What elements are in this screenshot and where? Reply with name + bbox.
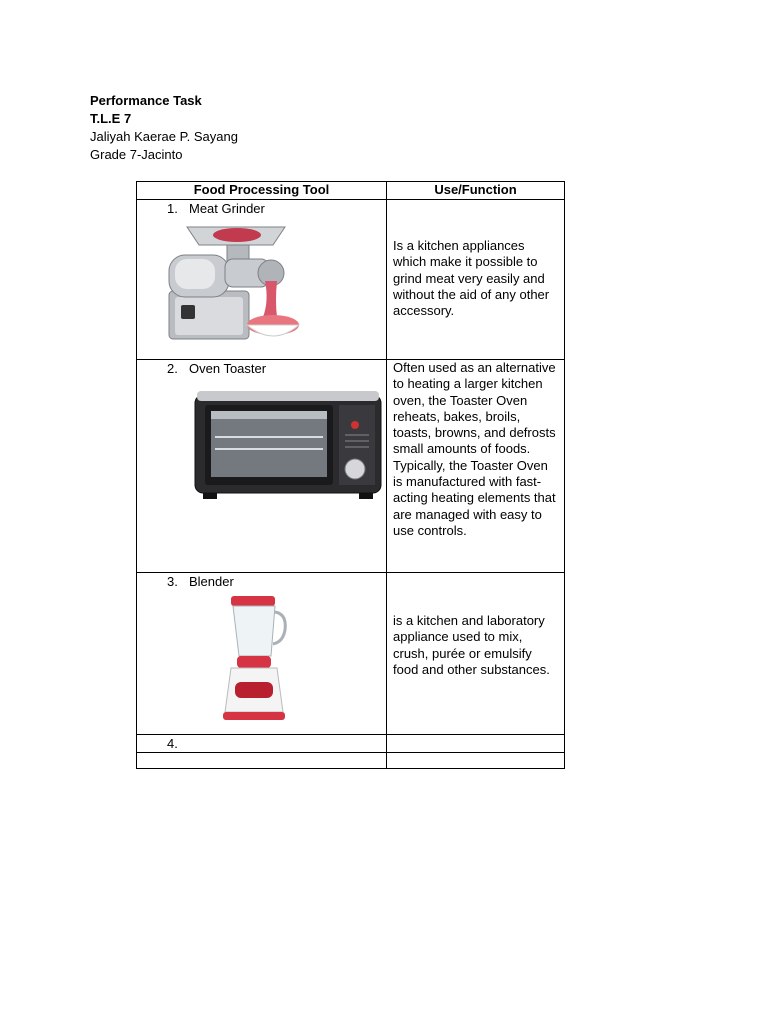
table-row — [137, 360, 565, 573]
tools-table — [136, 181, 565, 769]
function-cell — [387, 753, 565, 769]
function-cell — [387, 200, 565, 360]
tool-cell — [137, 753, 387, 769]
tool-name: Meat Grinder — [189, 201, 265, 216]
function-cell — [387, 573, 565, 735]
document-header — [90, 92, 238, 164]
item-number: 3. — [167, 574, 178, 589]
tool-cell — [137, 360, 387, 573]
item-number: 2. — [167, 361, 178, 376]
function-text: Is a kitchen appliances which make it possible to grind meat very easily and without the aid of any other accessory. — [393, 238, 550, 319]
meat-grinder-image — [165, 221, 386, 343]
tool-cell — [137, 200, 387, 360]
subject-label: T.L.E 7 — [90, 111, 132, 126]
student-name: Jaliyah Kaerae P. Sayang — [90, 129, 238, 144]
function-cell — [387, 735, 565, 753]
function-cell — [387, 360, 565, 573]
table-header-row — [137, 182, 565, 200]
col-header-function: Use/Function — [387, 182, 565, 200]
student-grade: Grade 7-Jacinto — [90, 147, 183, 162]
tool-cell — [137, 573, 387, 735]
table-row — [137, 735, 565, 753]
col-header-tool: Food Processing Tool — [137, 182, 387, 200]
blender-image — [217, 594, 386, 724]
tool-name: Oven Toaster — [189, 361, 267, 376]
tool-name: Blender — [189, 574, 234, 589]
task-title: Performance Task — [90, 93, 202, 108]
tool-cell — [137, 735, 387, 753]
item-number: 4. — [167, 736, 178, 751]
function-text: is a kitchen and laboratory appliance used to mix, crush, purée or emulsify food and other substances. — [393, 613, 550, 677]
table-row — [137, 573, 565, 735]
oven-toaster-image — [193, 389, 386, 507]
item-number: 1. — [167, 201, 178, 216]
function-text: Often used as an alternative to heating a larger kitchen oven, the Toaster Oven reheats, bakes, broils, toasts, browns, and defrosts small amounts of foods. Typically, the Toaster Oven is manufactured with fast-acting heating elements that are managed with easy to use controls. — [393, 360, 556, 538]
table-row — [137, 200, 565, 360]
table-row-empty — [137, 753, 565, 769]
